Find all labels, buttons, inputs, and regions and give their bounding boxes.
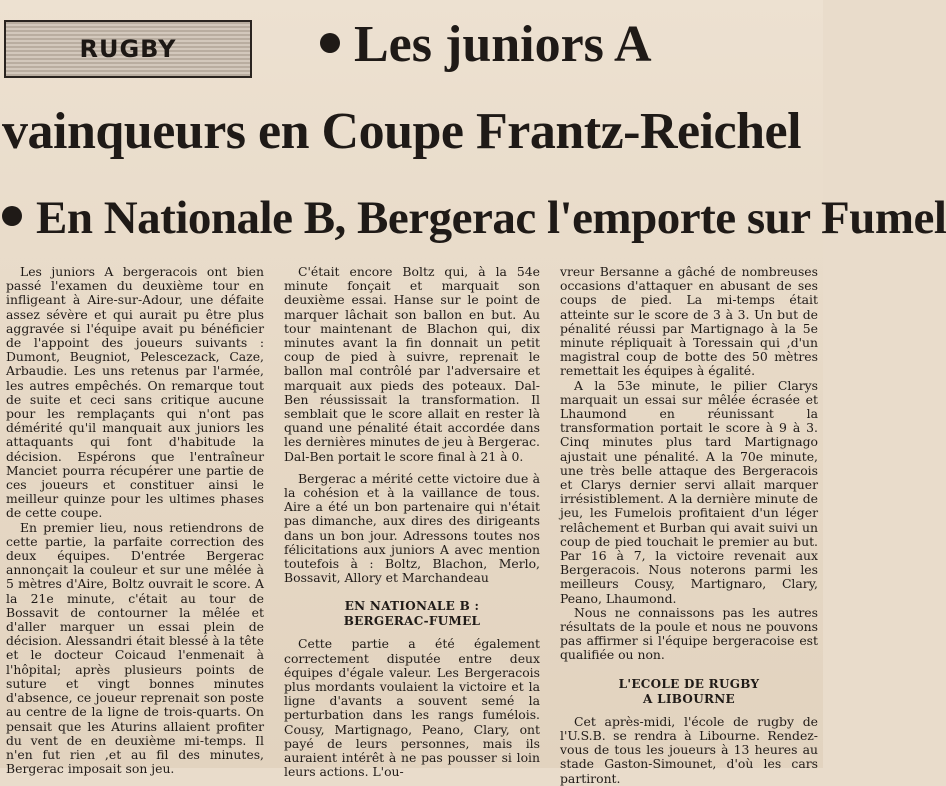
paragraph: Cet après-midi, l'école de rugby de l'U.S.B. se rendra à Libourne. Rendez-vous de tous les joueurs à 13 heures au stade Gaston-Simounet, d'où les cars partiront. xyxy=(560,713,818,786)
subheading-line: A LIBOURNE xyxy=(643,691,735,706)
rubric-banner xyxy=(4,20,252,78)
article-column-3 xyxy=(560,264,818,786)
subheading-nationale-b xyxy=(284,599,540,629)
article-column-1 xyxy=(6,264,264,777)
paragraph: Cette partie a été également correctement disputée entre deux équipes d'égale valeur. Les Bergeracois plus mordants voulaient la victoire et la ligne d'avants a souvent semé la perturbation dans les rangs fumélois. Cousy, Martignago, Peano, Clary, ont payé de leurs personnes, mais ils auraient intérêt à ne pas pousser si loin leurs actions. L'ou- xyxy=(284,636,540,780)
paragraph: Bergerac a mérité cette victoire due à la cohésion et à la vaillance de tous. Aire a été un bon partenaire qui n'était pas dimanche, aux dires des dirigeants dans un bon jour. Adressons toutes nos félicitations aux juniors A avec mention toutefois à : Boltz, Blachon, Merlo, Bossavit, Allory et Marchandeau xyxy=(284,470,540,586)
paragraph: vreur Bersanne a gâché de nombreuses occasions d'attaquer en abusant de ses coups de pied. La mi-temps était atteinte sur le score de 3 à 3. Un but de pénalité réussi par Martignago à la 5e minute répliquait à Toressain qui ,d'un magistral coup de botte des 50 mètres remettait les équipes à égalité. xyxy=(560,264,818,379)
bullet-icon xyxy=(320,33,340,53)
article-column-2 xyxy=(284,264,540,780)
headline-1-text: Les juniors A xyxy=(354,16,652,73)
subheading-ecole-rugby xyxy=(560,677,818,707)
paragraph: En premier lieu, nous retiendrons de cette partie, la parfaite correction des deux équipes. D'entrée Bergerac annonçait la couleur et sur une mêlée à 5 mètres d'Aire, Boltz ouvrait le score. A la 21e minute, c'était au tour de Bossavit de contourner la mêlée et d'aller marquer un essai plein de décision. Alessandri était blessé à la tête et le docteur Coicaud l'enmenait à l'hôpital; après plusieurs points de suture et vingt bonnes minutes d'absence, ce joueur reprenait son poste au centre de la ligne de trois-quarts. On pensait que les Aturins allaient profiter du vent de en deuxième mi-temps. Il n'en fut rien ,et au fil des minutes, Bergerac imposait son jeu. xyxy=(6,519,264,777)
paragraph: Les juniors A bergeracois ont bien passé l'examen du deuxième tour en infligeant à Aire-sur-Adour, une défaite assez sévère et qui aurait pu être plus aggravée si l'équipe avait pu bénéficier de l'appoint des joueurs suivants : Dumont, Beugniot, Pelescezack, Caze, Arbaudie. Les uns retenus par l'armée, les autres empêchés. On remarque tout de suite et ceci sans critique aucune pour les remplaçants qui n'ont pas démérité qu'il manquait aux juniors les attaquants qui font d'habitude la décision. Espérons que l'entraîneur Manciet pourra récupérer une partie de ces joueurs et constituer ainsi le meilleur quinze pour les ultimes phases de cette coupe. xyxy=(6,264,264,521)
headline-line-1 xyxy=(320,10,820,80)
paragraph: A la 53e minute, le pilier Clarys marquait un essai sur mêlée écrasée et Lhaumond en réunissant la transformation portait le score à 9 à 3. Cinq minutes plus tard Martignago ajustait une pénalité. A la 70e minute, une très belle attaque des Bergeracois et Clarys dernier servi allait marquer irrésistiblement. A la dernière minute de jeu, les Fumelois profitaient d'un léger relâchement et Burban qui avait suivi un coup de pied touchait le premier au but. Par 16 à 7, la victoire revenait aux Bergeracois. Nous noterons parmi les meilleurs Cousy, Martignaro, Clary, Peano, Lhaumond. xyxy=(560,377,818,606)
bullet-icon xyxy=(2,206,22,226)
subheading-line: L'ECOLE DE RUGBY xyxy=(618,676,760,691)
headline-line-2: vainqueurs en Coupe Frantz-Reichel xyxy=(2,103,802,160)
rubric-label: RUGBY xyxy=(79,35,177,63)
paragraph: C'était encore Boltz qui, à la 54e minute fonçait et marquait son deuxième essai. Hanse sur le point de marquer lâchait son ballon en but. Au tour maintenant de Blachon qui, dix minutes avant la fin donnait un petit coup de pied à suivre, reprenait le ballon mal contrôlé par l'adversaire et marquait aux pieds des poteaux. Dal-Ben réussissait la transformation. Il semblait que le score allait en rester là quand une pénalité était accordée dans les dernières minutes de jeu à Bergerac. Dal-Ben portait le score final à 21 à 0. xyxy=(284,264,540,464)
headline-line-3 xyxy=(2,184,946,252)
paragraph: Nous ne connaissons pas les autres résultats de la poule et nous ne pouvons pas affirmer si l'équipe bergeracoise est qualifiée ou non. xyxy=(560,604,818,663)
subheading-line: BERGERAC-FUMEL xyxy=(343,614,481,629)
headline-3-text: En Nationale B, Bergerac l'emporte sur Fumel xyxy=(36,192,946,244)
subheading-line: EN NATIONALE B : xyxy=(344,599,480,614)
